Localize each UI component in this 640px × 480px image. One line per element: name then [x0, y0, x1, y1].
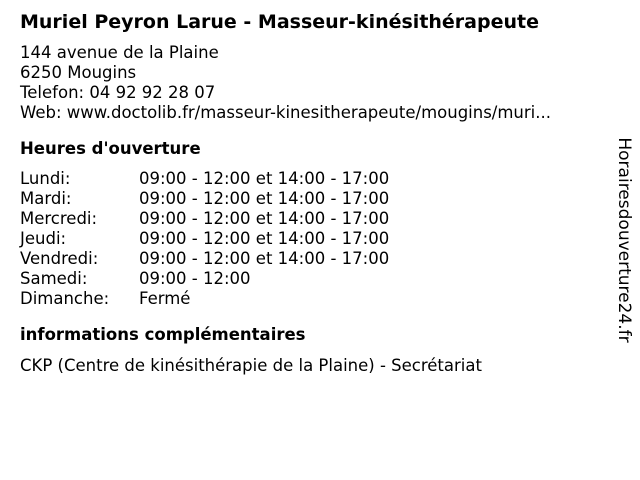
hours-day-label: Mercredi:: [20, 209, 98, 228]
opening-hours-table: [20, 169, 610, 309]
hours-day-label: Vendredi:: [20, 249, 99, 268]
hours-day-label: Lundi:: [20, 169, 71, 188]
additional-info-text: CKP (Centre de kinésithérapie de la Plaine) - Secrétariat: [20, 356, 482, 375]
hours-day-label: Mardi:: [20, 189, 72, 208]
hours-time-value: 09:00 - 12:00 et 14:00 - 17:00: [139, 249, 390, 268]
hours-time-value: 09:00 - 12:00 et 14:00 - 17:00: [139, 169, 390, 188]
business-title: Muriel Peyron Larue - Masseur-kinésithérapeute: [20, 11, 539, 33]
phone-number: Telefon: 04 92 92 28 07: [20, 83, 216, 102]
hours-row-friday: [20, 249, 610, 269]
hours-time-value: 09:00 - 12:00 et 14:00 - 17:00: [139, 189, 390, 208]
address-street: 144 avenue de la Plaine: [20, 43, 219, 62]
hours-time-value: 09:00 - 12:00: [139, 269, 251, 288]
hours-row-monday: [20, 169, 610, 189]
additional-info-heading: informations complémentaires: [20, 325, 306, 344]
contact-block: [20, 43, 610, 123]
business-card: [20, 10, 610, 376]
hours-day-label: Samedi:: [20, 269, 88, 288]
hours-row-wednesday: [20, 209, 610, 229]
hours-row-tuesday: [20, 189, 610, 209]
hours-row-sunday: [20, 289, 610, 309]
hours-day-label: Dimanche:: [20, 289, 110, 308]
site-watermark: Horairesdouverture24.fr: [614, 137, 634, 343]
hours-row-thursday: [20, 229, 610, 249]
opening-hours-heading: Heures d'ouverture: [20, 139, 201, 158]
hours-time-value: 09:00 - 12:00 et 14:00 - 17:00: [139, 209, 390, 228]
hours-row-saturday: [20, 269, 610, 289]
hours-time-value: 09:00 - 12:00 et 14:00 - 17:00: [139, 229, 390, 248]
hours-day-label: Jeudi:: [20, 229, 67, 248]
address-city: 6250 Mougins: [20, 63, 137, 82]
hours-time-value: Fermé: [139, 289, 191, 308]
website-link: Web: www.doctolib.fr/masseur-kinesitherapeute/mougins/muri...: [20, 103, 551, 122]
